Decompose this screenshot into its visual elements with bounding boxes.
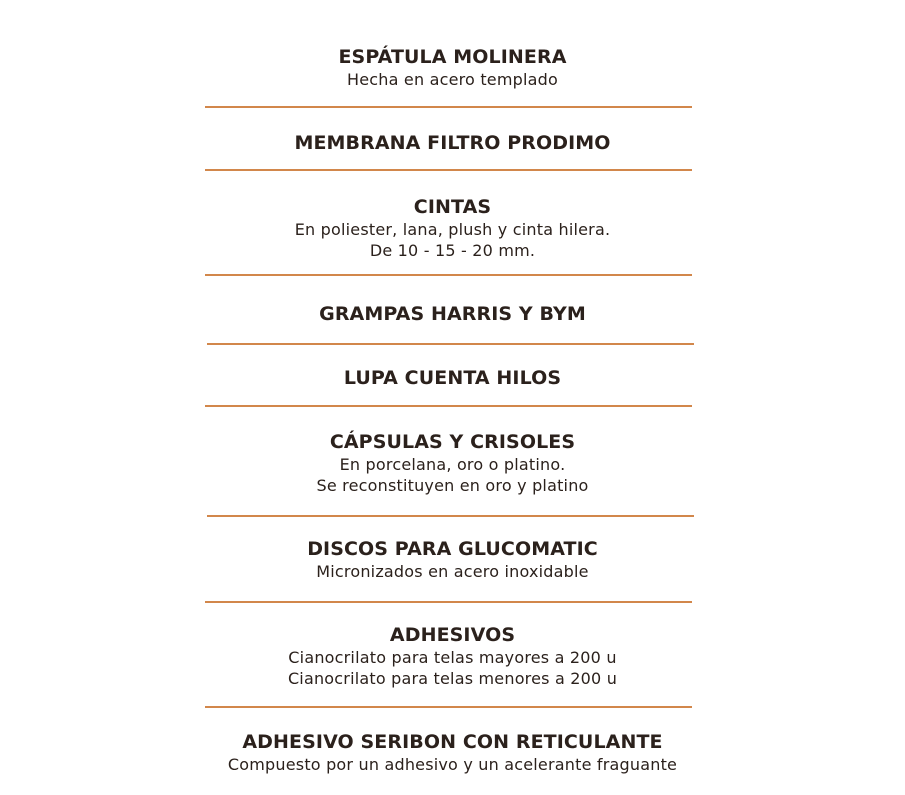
product-description: En porcelana, oro o platino.: [339, 455, 566, 474]
product-item-lupa: [0, 366, 905, 390]
product-title: ADHESIVO SERIBON CON RETICULANTE: [242, 731, 663, 753]
product-title: CINTAS: [413, 196, 492, 218]
product-title: CÁPSULAS Y CRISOLES: [329, 431, 576, 453]
divider: [207, 515, 694, 517]
divider: [205, 274, 692, 276]
product-title: ESPÁTULA MOLINERA: [338, 46, 567, 68]
product-description: Cianocrilato para telas mayores a 200 u: [288, 648, 617, 667]
product-description: De 10 - 15 - 20 mm.: [369, 241, 536, 260]
product-item-grampas: [0, 302, 905, 326]
product-title: GRAMPAS HARRIS Y BYM: [319, 303, 586, 325]
divider: [205, 106, 692, 108]
product-description: Hecha en acero templado: [347, 70, 558, 89]
product-item-espatula: [0, 45, 905, 90]
product-title: LUPA CUENTA HILOS: [343, 367, 562, 389]
product-item-capsulas: [0, 430, 905, 496]
product-item-discos: [0, 537, 905, 582]
product-title: MEMBRANA FILTRO PRODIMO: [294, 132, 611, 154]
product-title: ADHESIVOS: [389, 624, 516, 646]
product-description: Compuesto por un adhesivo y un acelerante fraguante: [227, 755, 678, 774]
divider: [205, 405, 692, 407]
product-description: Micronizados en acero inoxidable: [316, 562, 589, 581]
product-item-seribon: [0, 730, 905, 775]
product-title: DISCOS PARA GLUCOMATIC: [307, 538, 598, 560]
divider: [205, 601, 692, 603]
product-item-membrana: [0, 131, 905, 155]
product-description: Cianocrilato para telas menores a 200 u: [287, 669, 618, 688]
divider: [205, 169, 692, 171]
divider: [207, 343, 694, 345]
product-description: En poliester, lana, plush y cinta hilera.: [294, 220, 611, 239]
product-description: Se reconstituyen en oro y platino: [316, 476, 589, 495]
product-item-adhesivos: [0, 623, 905, 689]
divider: [205, 706, 692, 708]
product-item-cintas: [0, 195, 905, 261]
